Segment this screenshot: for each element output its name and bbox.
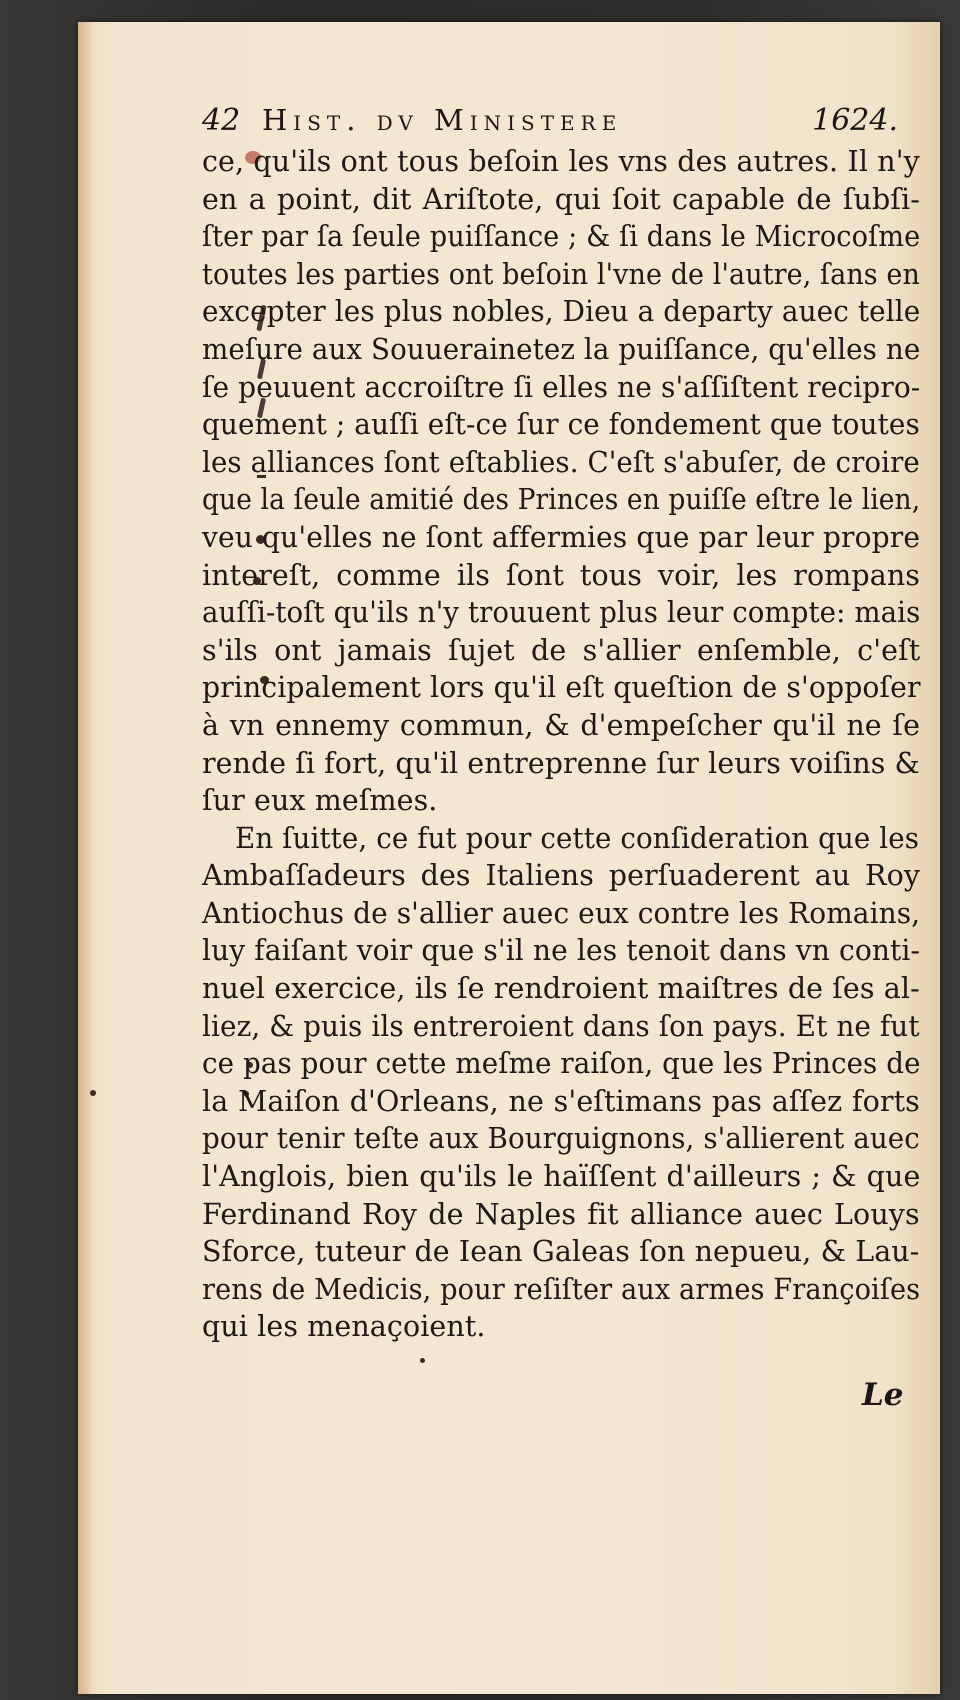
text-line: intereſt, comme ils ſont tous voir, les rompans <box>202 558 921 592</box>
margin-mark <box>420 1358 425 1363</box>
text-line: à vn ennemy commun, & d'empeſcher qu'il ne ſe <box>202 708 921 742</box>
catchword: Le <box>862 1377 904 1413</box>
text-line: que la ſeule amitié des Princes en puiſſe eſtre le lien, <box>202 483 921 517</box>
margin-mark <box>90 1090 96 1096</box>
page-header <box>202 103 922 143</box>
text-line: ce, qu'ils ont tous beſoin les vns des autres. Il n'y <box>202 145 920 178</box>
text-line: liez, & puis ils entreroient dans ſon pays. Et ne fut <box>202 1009 920 1043</box>
page-gutter-edge <box>78 22 92 1694</box>
page-number: 42 <box>202 103 241 138</box>
text-line: la Maiſon d'Orleans, ne s'eſtimans pas aſſez forts <box>202 1084 920 1118</box>
text-line: Ferdinand Roy de Naples fit alliance auec Louys <box>202 1197 920 1231</box>
text-line: ſe peuuent accroiſtre ſi elles ne s'aſſiſtent recipro- <box>202 370 921 404</box>
text-line: pour tenir teſte aux Bourguignons, s'allierent auec <box>202 1122 920 1156</box>
text-line: veu qu'elles ne ſont affermies que par leur propre <box>202 520 921 554</box>
text-line: rens de Medicis, pour reſiſter aux armes Françoiſes <box>202 1272 921 1306</box>
text-line: rende ſi fort, qu'il entreprenne ſur leurs voiſins & <box>202 746 920 780</box>
text-line: Antiochus de s'allier auec eux contre les Romains, <box>202 896 921 930</box>
text-line: quement ; auſſi eſt-ce ſur ce fondement que toutes <box>202 408 920 442</box>
text-line: les alliances ſont eſtablies. C'eſt s'abuſer, de croire <box>202 445 920 479</box>
text-line: principalement lors qu'il eſt queſtion de s'oppoſer <box>202 671 921 705</box>
text-line: ce pas pour cette meſme raiſon, que les Princes de <box>202 1047 921 1081</box>
text-line: auſſi-toſt qu'ils n'y trouuent plus leur compte: mais <box>202 596 921 630</box>
text-line: nuel exercice, ils ſe rendroient maiſtres de ſes al- <box>202 972 920 1006</box>
text-line: excepter les plus nobles, Dieu a departy auec telle <box>202 295 921 329</box>
text-line: s'ils ont jamais ſujet de s'allier enſemble, c'eſt <box>202 633 921 667</box>
text-line: luy faiſant voir que s'il ne les tenoit dans vn conti- <box>202 934 921 968</box>
text-line: Ambaſſadeurs des Italiens perſuaderent au Roy <box>202 859 921 893</box>
text-line: ſur eux meſmes. <box>202 784 438 818</box>
text-line: Sforce, tuteur de Iean Galeas ſon nepueu, & Lau- <box>202 1235 920 1269</box>
text-line: toutes les parties ont beſoin l'vne de l'autre, ſans en <box>202 257 920 291</box>
text-line: qui les menaçoient. <box>202 1310 486 1344</box>
body-text <box>202 143 920 1346</box>
running-head: Hist. dv Ministere <box>262 103 623 137</box>
text-line: meſure aux Souuerainetez la puiſſance, qu'elles ne <box>202 332 921 366</box>
paragraph-first-line: En ſuitte, ce fut pour cette conſideration que les <box>235 821 920 855</box>
year-marker: 1624. <box>812 103 898 138</box>
text-line: ſter par ſa ſeule puiſſance ; & ſi dans le Microcoſme <box>202 220 921 254</box>
text-line: en a point, dit Ariſtote, qui ſoit capable de ſubſi- <box>202 182 920 216</box>
text-line: l'Anglois, bien qu'ils le haïſſent d'ailleurs ; & que <box>202 1160 921 1194</box>
